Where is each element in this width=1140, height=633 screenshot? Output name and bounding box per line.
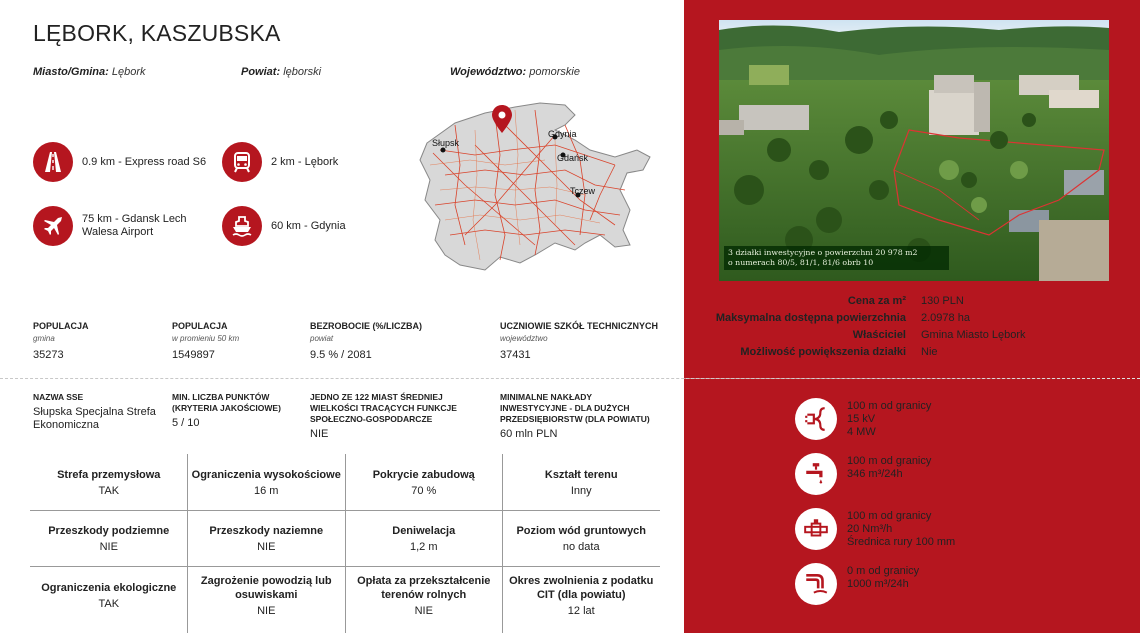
ship-icon bbox=[222, 206, 262, 246]
city-gdansk: Gdańsk bbox=[557, 153, 589, 163]
utility-electricity: 100 m od granicy 15 kV 4 MW bbox=[795, 398, 931, 440]
gas-pipe-icon bbox=[795, 508, 837, 550]
grid-agricultural-fee: Opłata za przekształcenie terenów rolnych NIE bbox=[357, 575, 491, 617]
stat-unemployment: BEZROBOCIE (%/LICZBA) powiat 9.5 % / 2081 bbox=[310, 321, 422, 361]
region-map bbox=[415, 95, 655, 285]
city-tczew: Tczew bbox=[570, 186, 596, 196]
admin-powiat: Powiat: lęborski bbox=[241, 66, 322, 78]
stat-population-50km: POPULACJA w promieniu 50 km 1549897 bbox=[172, 321, 240, 361]
stat-technical-students: UCZNIOWIE SZKÓŁ TECHNICZNYCH województwo 37431 bbox=[500, 321, 658, 361]
utility-water: 100 m od granicy 346 m³/24h bbox=[795, 453, 931, 495]
city-slupsk-dot bbox=[441, 148, 446, 153]
admin-wojewodztwo: Województwo: pomorskie bbox=[450, 66, 580, 78]
city-gdynia: Gdynia bbox=[548, 129, 577, 139]
info-122-cities: JEDNO ZE 122 MIAST ŚREDNIEJ WIELKOŚCI TRACĄCYCH FUNKCJE SPOŁECZNO-GOSPODARCZE NIE bbox=[310, 392, 457, 440]
info-sse-name: NAZWA SSE Słupska Specjalna Strefa Ekonomiczna bbox=[33, 392, 156, 431]
grid-height-limits: Ograniczenia wysokościowe 16 m bbox=[191, 469, 341, 497]
stat-population-gmina: POPULACJA gmina 35273 bbox=[33, 321, 89, 361]
page-title: LĘBORK, KASZUBSKA bbox=[33, 20, 281, 46]
distance-train: 2 km - Lębork bbox=[222, 142, 392, 182]
airplane-icon bbox=[33, 206, 73, 246]
distance-express-road: 0.9 km - Express road S6 bbox=[33, 142, 213, 182]
grid-denivelation: Deniwelacja 1,2 m bbox=[392, 525, 456, 553]
property-details: Cena za m² 130 PLN Maksymalna dostępna powierzchnia 2.0978 ha Właściciel Gmina Miasto Lębork Możliwość powiększenia działki Nie bbox=[715, 295, 1026, 358]
photo-caption: 3 działki inwestycyjne o powierzchni 20 978 m2 o numerach 80/5, 81/1, 81/6 obrb 10 bbox=[724, 246, 949, 270]
grid-terrain-shape: Kształt terenu Inny bbox=[544, 469, 618, 497]
divider-right bbox=[684, 378, 1140, 379]
water-tap-icon bbox=[795, 453, 837, 495]
admin-gmina: Miasto/Gmina: Lębork bbox=[33, 66, 146, 78]
parameters-grid bbox=[30, 454, 660, 633]
site-photo bbox=[719, 20, 1109, 281]
utility-sewage: 0 m od granicy 1000 m³/24h bbox=[795, 563, 919, 605]
grid-ground-obstacles: Przeszkody naziemne NIE bbox=[209, 525, 324, 553]
grid-building-coverage: Pokrycie zabudową 70 % bbox=[372, 469, 475, 497]
sewage-pipe-icon bbox=[795, 563, 837, 605]
city-slupsk: Słupsk bbox=[432, 138, 460, 148]
grid-flood-risk: Zagrożenie powodzią lub osuwiskami NIE bbox=[200, 575, 332, 617]
grid-underground-obstacles: Przeszkody podziemne NIE bbox=[48, 525, 170, 553]
electricity-plug-icon bbox=[795, 398, 837, 440]
train-icon bbox=[222, 142, 262, 182]
distance-port: 60 km - Gdynia bbox=[222, 206, 392, 246]
info-min-investment: MINIMALNE NAKŁADY INWESTYCYJNE - DLA DUŻYCH PRZEDSIĘBIORSTW (DLA POWIATU) 60 mln PLN bbox=[500, 392, 650, 440]
grid-cit-exemption: Okres zwolnienia z podatku CIT (dla powiatu) 12 lat bbox=[509, 575, 654, 617]
grid-groundwater-level: Poziom wód gruntowych no data bbox=[516, 525, 647, 553]
info-min-points: MIN. LICZBA PUNKTÓW (KRYTERIA JAKOŚCIOWE) 5 / 10 bbox=[172, 392, 281, 429]
grid-industrial-zone: Strefa przemysłowa TAK bbox=[57, 469, 161, 497]
utility-gas: 100 m od granicy 20 Nm³/h Średnica rury 100 mm bbox=[795, 508, 955, 550]
express-road-icon bbox=[33, 142, 73, 182]
grid-ecological-limits: Ograniczenia ekologiczne TAK bbox=[41, 582, 177, 610]
distance-airport: 75 km - Gdansk Lech Walesa Airport bbox=[33, 206, 233, 246]
